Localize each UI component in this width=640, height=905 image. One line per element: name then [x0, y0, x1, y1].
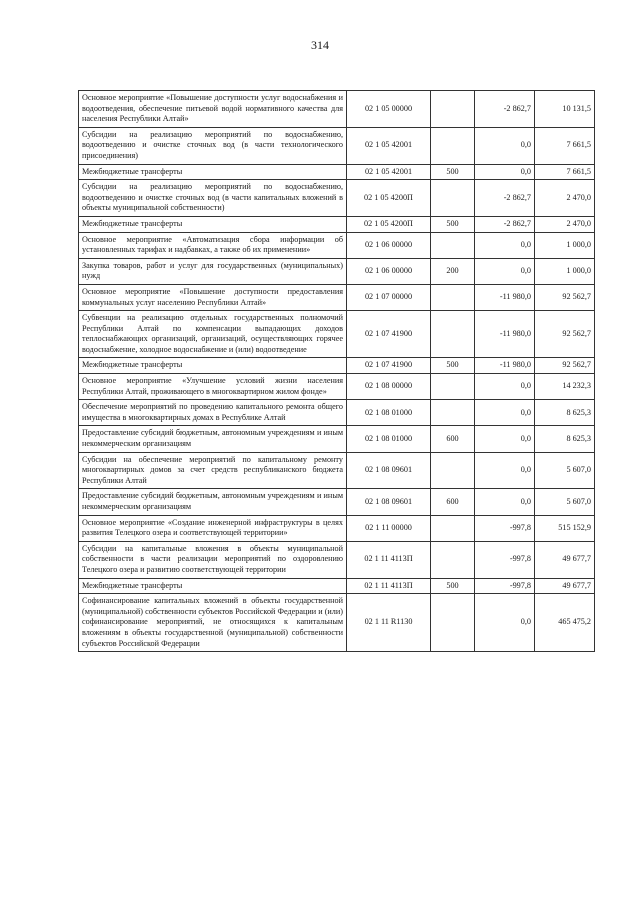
- expense-name-cell: Основное мероприятие «Улучшение условий жизни населения Республики Алтай, проживающего в многоквартирном жилом фонде»: [79, 374, 347, 400]
- expense-name-cell: Основное мероприятие «Создание инженерной инфраструктуры в целях развития Телецкого озера и соответствующей территории»: [79, 515, 347, 541]
- expense-type-code-cell: [431, 452, 475, 489]
- target-article-code-cell: 02 1 11 00000: [347, 515, 431, 541]
- expense-name-cell: Основное мероприятие «Автоматизация сбора информации об установленных тарифах и надбавках, а также об их применении»: [79, 232, 347, 258]
- total-amount-cell: 2 470,0: [535, 180, 595, 217]
- table-row: [79, 489, 595, 515]
- change-amount-cell: -11 980,0: [475, 358, 535, 374]
- target-article-code-cell: 02 1 08 09601: [347, 452, 431, 489]
- expense-type-code-cell: [431, 232, 475, 258]
- expense-name-cell: Основное мероприятие «Повышение доступности предоставления коммунальных услуг населению Республики Алтай»: [79, 284, 347, 310]
- expense-name-cell: Обеспечение мероприятий по проведению капитального ремонта общего имущества в многоквартирных домах в Республике Алтай: [79, 400, 347, 426]
- change-amount-cell: 0,0: [475, 400, 535, 426]
- expense-name-cell: Основное мероприятие «Повышение доступности услуг водоснабжения и водоотведения, обеспечение питьевой водой нормативного качества для населения Республики Алтай»: [79, 91, 347, 128]
- table-row: [79, 515, 595, 541]
- target-article-code-cell: 02 1 08 09601: [347, 489, 431, 515]
- change-amount-cell: 0,0: [475, 594, 535, 652]
- table-row: [79, 594, 595, 652]
- table-row: [79, 258, 595, 284]
- table-row: [79, 426, 595, 452]
- change-amount-cell: -11 980,0: [475, 284, 535, 310]
- total-amount-cell: 92 562,7: [535, 284, 595, 310]
- expense-type-code-cell: [431, 594, 475, 652]
- total-amount-cell: 5 607,0: [535, 489, 595, 515]
- total-amount-cell: 92 562,7: [535, 358, 595, 374]
- total-amount-cell: 2 470,0: [535, 216, 595, 232]
- target-article-code-cell: 02 1 06 00000: [347, 232, 431, 258]
- table-row: [79, 127, 595, 164]
- target-article-code-cell: 02 1 05 00000: [347, 91, 431, 128]
- expense-type-code-cell: 200: [431, 258, 475, 284]
- total-amount-cell: 465 475,2: [535, 594, 595, 652]
- total-amount-cell: 14 232,3: [535, 374, 595, 400]
- target-article-code-cell: 02 1 07 00000: [347, 284, 431, 310]
- change-amount-cell: -2 862,7: [475, 91, 535, 128]
- table-row: [79, 216, 595, 232]
- expense-type-code-cell: [431, 515, 475, 541]
- expense-type-code-cell: 500: [431, 216, 475, 232]
- table-row: [79, 91, 595, 128]
- change-amount-cell: 0,0: [475, 127, 535, 164]
- table-row: [79, 180, 595, 217]
- total-amount-cell: 7 661,5: [535, 164, 595, 180]
- expense-name-cell: Предоставление субсидий бюджетным, автономным учреждениям и иным некоммерческим организациям: [79, 489, 347, 515]
- total-amount-cell: 515 152,9: [535, 515, 595, 541]
- total-amount-cell: 10 131,5: [535, 91, 595, 128]
- total-amount-cell: 49 677,7: [535, 541, 595, 578]
- expense-name-cell: Субсидии на обеспечение мероприятий по капитальному ремонту многоквартирных домов за счет средств республиканского бюджета Республики Алтай: [79, 452, 347, 489]
- table-row: [79, 400, 595, 426]
- change-amount-cell: 0,0: [475, 164, 535, 180]
- expense-type-code-cell: 600: [431, 426, 475, 452]
- expense-name-cell: Софинансирование капитальных вложений в объекты государственной (муниципальной) собственности субъектов Российской Федерации и (или) софинансирование мероприятий, не относящихся к капитальным вложениям в объекты государственной (муниципальной) собственности субъектов Российской Федерации: [79, 594, 347, 652]
- table-row: [79, 232, 595, 258]
- total-amount-cell: 92 562,7: [535, 311, 595, 358]
- target-article-code-cell: 02 1 06 00000: [347, 258, 431, 284]
- target-article-code-cell: 02 1 11 4113П: [347, 541, 431, 578]
- change-amount-cell: -11 980,0: [475, 311, 535, 358]
- total-amount-cell: 8 625,3: [535, 400, 595, 426]
- expense-type-code-cell: [431, 127, 475, 164]
- change-amount-cell: 0,0: [475, 258, 535, 284]
- expense-type-code-cell: [431, 541, 475, 578]
- total-amount-cell: 1 000,0: [535, 258, 595, 284]
- target-article-code-cell: 02 1 05 4200П: [347, 180, 431, 217]
- change-amount-cell: -997,8: [475, 515, 535, 541]
- target-article-code-cell: 02 1 08 00000: [347, 374, 431, 400]
- expense-type-code-cell: [431, 400, 475, 426]
- table-row: [79, 374, 595, 400]
- target-article-code-cell: 02 1 05 42001: [347, 164, 431, 180]
- total-amount-cell: 7 661,5: [535, 127, 595, 164]
- change-amount-cell: -2 862,7: [475, 180, 535, 217]
- expense-type-code-cell: 500: [431, 164, 475, 180]
- expense-type-code-cell: [431, 91, 475, 128]
- expense-name-cell: Межбюджетные трансферты: [79, 578, 347, 594]
- change-amount-cell: 0,0: [475, 374, 535, 400]
- page-number: 314: [311, 38, 329, 52]
- change-amount-cell: 0,0: [475, 452, 535, 489]
- change-amount-cell: 0,0: [475, 489, 535, 515]
- expense-name-cell: Субсидии на капитальные вложения в объекты муниципальной собственности в части реализации мероприятий по оздоровлению Телецкого озера и развитию соответствующей территории: [79, 541, 347, 578]
- target-article-code-cell: 02 1 08 01000: [347, 426, 431, 452]
- change-amount-cell: 0,0: [475, 232, 535, 258]
- change-amount-cell: -997,8: [475, 578, 535, 594]
- total-amount-cell: 49 677,7: [535, 578, 595, 594]
- target-article-code-cell: 02 1 07 41900: [347, 311, 431, 358]
- budget-table: [78, 90, 595, 652]
- table-row: [79, 452, 595, 489]
- table-row: [79, 311, 595, 358]
- table-row: [79, 358, 595, 374]
- expense-type-code-cell: 500: [431, 578, 475, 594]
- target-article-code-cell: 02 1 11 R1130: [347, 594, 431, 652]
- target-article-code-cell: 02 1 11 4113П: [347, 578, 431, 594]
- expense-type-code-cell: [431, 374, 475, 400]
- change-amount-cell: -997,8: [475, 541, 535, 578]
- expense-type-code-cell: [431, 284, 475, 310]
- table-row: [79, 541, 595, 578]
- expense-type-code-cell: [431, 311, 475, 358]
- change-amount-cell: 0,0: [475, 426, 535, 452]
- total-amount-cell: 8 625,3: [535, 426, 595, 452]
- total-amount-cell: 1 000,0: [535, 232, 595, 258]
- target-article-code-cell: 02 1 08 01000: [347, 400, 431, 426]
- expense-name-cell: Межбюджетные трансферты: [79, 164, 347, 180]
- expense-type-code-cell: [431, 180, 475, 217]
- expense-name-cell: Закупка товаров, работ и услуг для государственных (муниципальных) нужд: [79, 258, 347, 284]
- change-amount-cell: -2 862,7: [475, 216, 535, 232]
- total-amount-cell: 5 607,0: [535, 452, 595, 489]
- budget-table-body: [79, 91, 595, 652]
- expense-name-cell: Субвенции на реализацию отдельных государственных полномочий Республики Алтай по компенсации выпадающих доходов теплоснабжающих организаций, организаций, осуществляющих горячее водоснабжение, холодное водоснабжение и (или) водоотведение: [79, 311, 347, 358]
- target-article-code-cell: 02 1 05 42001: [347, 127, 431, 164]
- table-row: [79, 578, 595, 594]
- table-row: [79, 164, 595, 180]
- expense-name-cell: Субсидии на реализацию мероприятий по водоснабжению, водоотведению и очистке сточных вод (в части капитальных вложений в объекты муниципальной собственности): [79, 180, 347, 217]
- expense-type-code-cell: 600: [431, 489, 475, 515]
- expense-type-code-cell: 500: [431, 358, 475, 374]
- expense-name-cell: Предоставление субсидий бюджетным, автономным учреждениям и иным некоммерческим организациям: [79, 426, 347, 452]
- table-row: [79, 284, 595, 310]
- target-article-code-cell: 02 1 07 41900: [347, 358, 431, 374]
- expense-name-cell: Межбюджетные трансферты: [79, 216, 347, 232]
- expense-name-cell: Субсидии на реализацию мероприятий по водоснабжению, водоотведению и очистке сточных вод (в части технологического присоединения): [79, 127, 347, 164]
- target-article-code-cell: 02 1 05 4200П: [347, 216, 431, 232]
- expense-name-cell: Межбюджетные трансферты: [79, 358, 347, 374]
